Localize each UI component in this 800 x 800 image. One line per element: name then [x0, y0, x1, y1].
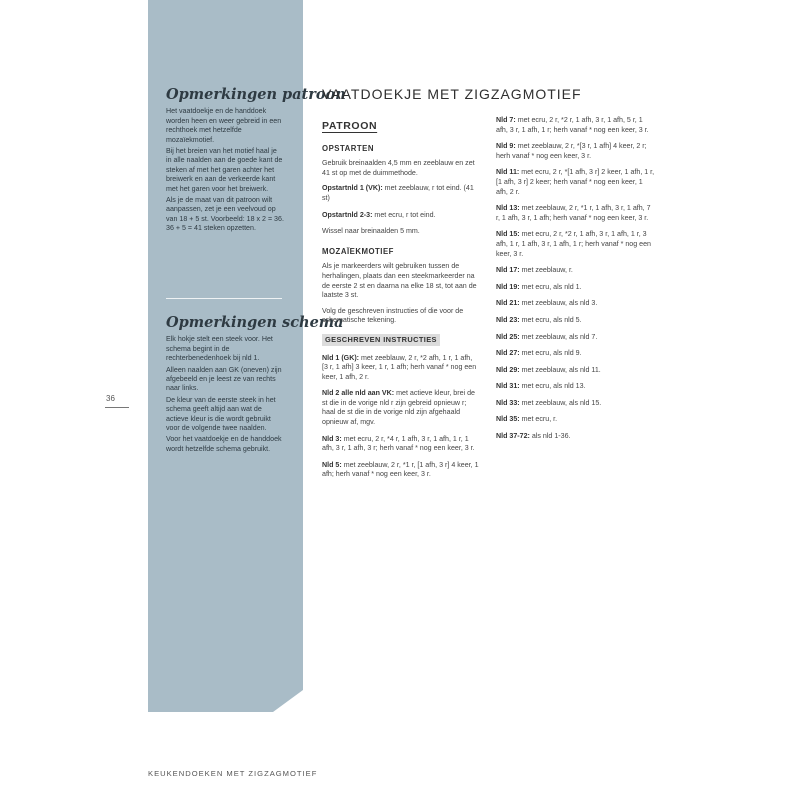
- column-right: [496, 116, 656, 449]
- row-label: Nld 25:: [496, 332, 520, 341]
- row-label: Nld 13:: [496, 204, 520, 213]
- row-label: Nld 21:: [496, 299, 520, 308]
- instruction-row: [496, 204, 656, 223]
- row-label: Nld 2 alle nld aan VK:: [322, 389, 395, 398]
- row-text: met ecru, r.: [519, 415, 558, 424]
- row-text: met ecru, 2 r, *2 r, 1 afh, 3 r, 1 afh, 5 r, 1 afh, 3 r, 1 afh, 1 r; herh vanaf * nog een keer, 3 r.: [496, 116, 649, 134]
- row-text: met zeeblauw, r tot eind. (41 st): [322, 184, 474, 202]
- page-number-rule: [105, 407, 129, 408]
- instruction-row: [496, 366, 656, 376]
- paragraph: Elk hokje stelt een steek voor. Het schema begint in de rechterbenedenhoek bij nld 1.: [166, 335, 273, 363]
- instruction-row: [496, 316, 656, 326]
- cast-on-heading: OPSTARTEN: [322, 143, 375, 153]
- row-text: met ecru, r tot eind.: [372, 210, 436, 219]
- pattern-notes: [166, 86, 346, 236]
- cast-on-outro: Wissel naar breinaalden 5 mm.: [322, 227, 420, 236]
- page-number: 36: [106, 394, 115, 403]
- row-text: met ecru, 2 r, *4 r, 1 afh, 3 r, 1 afh, 1 r, 1 afh, 3 r, 1 afh, 3 r; herh vanaf * nog een keer, 3 r.: [322, 434, 475, 453]
- row-label: Nld 27:: [496, 349, 520, 358]
- mosaic-heading: MOZAÏEKMOTIEF: [322, 246, 394, 256]
- page-title: VAATDOEKJE MET ZIGZAGMOTIEF: [322, 86, 582, 102]
- instruction-row: [496, 299, 656, 309]
- row-text: met zeeblauw, 2 r, *[3 r, 1 afh] 4 keer, 2 r; herh vanaf * nog een keer, 3 r.: [496, 142, 647, 160]
- instruction-row: [496, 230, 656, 259]
- row-label: Nld 23:: [496, 315, 520, 324]
- mosaic-body: [322, 262, 480, 326]
- row-text: met ecru, als nld 13.: [519, 382, 586, 391]
- instruction-row: [496, 349, 656, 359]
- row-text: met actieve kleur, brei de st die in de vorige nld r zijn gebreid opnieuw r; haal de st die in de vorige nld zijn afgehaald opnieuw af, mgv.: [322, 389, 475, 427]
- paragraph: Voor het vaatdoekje en de handdoek wordt hetzelfde schema gebruikt.: [166, 435, 282, 453]
- instruction-row: [496, 266, 656, 276]
- row-label: Nld 1 (GK):: [322, 353, 360, 362]
- row-label: Nld 7:: [496, 116, 516, 124]
- row-label: Nld 29:: [496, 365, 520, 374]
- instruction-row: [322, 389, 480, 427]
- running-footer: KEUKENDOEKEN MET ZIGZAGMOTIEF: [148, 769, 318, 778]
- paragraph: Volg de geschreven instructies of die voor de schematische tekening.: [322, 306, 464, 325]
- cast-on-intro: Gebruik breinaalden 4,5 mm en zeeblauw en zet 41 st op met de duimmethode.: [322, 159, 475, 177]
- column-left: [322, 118, 480, 487]
- row-label: Nld 31:: [496, 382, 520, 391]
- pattern-notes-heading: Opmerkingen patroon: [166, 86, 346, 103]
- row-text: met ecru, 2 r, *2 r, 1 afh, 3 r, 1 afh, 1 r, 3 afh, 1 r, 1 afh, 3 r, 1 afh, 1 r; herh vanaf * nog een keer, 3 r.: [496, 230, 651, 258]
- instruction-row: [322, 354, 480, 383]
- cast-on-rows: [322, 184, 480, 220]
- written-instructions-heading: GESCHREVEN INSTRUCTIES: [322, 334, 440, 346]
- paragraph: Als je de maat van dit patroon wilt aanpassen, zet je een veelvoud op van 18 + 5 st. Voorbeeld: 18 x 2 = 36. 36 + 5 = 41 steken opzetten.: [166, 196, 284, 233]
- written-rows-right: [496, 116, 656, 442]
- row-label: Nld 33:: [496, 398, 520, 407]
- row-label: Nld 11:: [496, 168, 520, 177]
- row-label: Nld 3:: [322, 434, 342, 443]
- paragraph: Het vaatdoekje en de handdoek worden heen en weer gebreid in een rechthoek met hetzelfde mozaïekmotief.: [166, 107, 282, 144]
- row-label: Nld 35:: [496, 415, 520, 424]
- row-label: Nld 17:: [496, 266, 520, 275]
- row-text: met zeeblauw, als nld 7.: [519, 332, 598, 341]
- row-text: met zeeblauw, 2 r, *1 r, 1 afh, 3 r, 1 afh, 7 r, 1 afh, 3 r, 1 afh; herh vanaf * nog een keer, 3 r.: [496, 204, 651, 222]
- chart-notes-heading: Opmerkingen schema: [166, 314, 344, 331]
- instruction-row: [322, 211, 480, 221]
- row-text: met ecru, als nld 5.: [519, 315, 582, 324]
- pattern-notes-body: [166, 107, 284, 233]
- row-text: met ecru, als nld 9.: [519, 349, 582, 358]
- instruction-row: [496, 333, 656, 343]
- paragraph: De kleur van de eerste steek in het schema geeft altijd aan wat de actieve kleur is die wordt gebruikt voor de volgende twee naalden.: [166, 395, 276, 433]
- paragraph: Bij het breien van het motief haal je in alle naalden aan de goede kant de steken af met het garen achter het breiwerk en aan de verkeerde kant met het garen voor het breiwerk.: [166, 147, 283, 193]
- instruction-row: [496, 399, 656, 409]
- row-text: met ecru, 2 r, *[1 afh, 3 r] 2 keer, 1 afh, 1 r, [1 afh, 3 r] 2 keer; herh vanaf * nog een keer, 1 afh, 2 r.: [496, 168, 655, 196]
- row-label: Nld 5:: [322, 460, 342, 469]
- row-text: met zeeblauw, als nld 15.: [519, 398, 602, 407]
- instruction-row: [322, 461, 480, 480]
- row-label: Nld 19:: [496, 282, 520, 291]
- row-label: Nld 37-72:: [496, 432, 530, 441]
- row-text: als nld 1-36.: [529, 432, 571, 441]
- instruction-row: [496, 168, 656, 197]
- instruction-row: [496, 283, 656, 293]
- paragraph: Als je markeerders wilt gebruiken tussen de herhalingen, plaats dan een steekmarkeerder na de eerste 2 st en daarna na elke 18 st, tot aan de laatste 3 st.: [322, 262, 477, 300]
- row-label: Opstartnld 1 (VK):: [322, 184, 383, 193]
- instruction-row: [496, 142, 656, 161]
- written-rows-left: [322, 354, 480, 481]
- row-label: Nld 15:: [496, 230, 520, 239]
- row-text: met zeeblauw, 2 r, *1 r, [1 afh, 3 r] 4 keer, 1 afh; herh vanaf * nog een keer, 3 r.: [322, 460, 479, 479]
- sidebar-divider: [166, 298, 282, 299]
- instruction-row: [322, 184, 480, 203]
- instruction-row: [496, 116, 656, 135]
- instruction-row: [322, 435, 480, 454]
- instruction-row: [496, 432, 656, 442]
- row-text: met ecru, als nld 1.: [519, 282, 582, 291]
- row-text: met zeeblauw, r.: [519, 266, 573, 275]
- row-text: met zeeblauw, als nld 3.: [519, 299, 598, 308]
- row-label: Nld 9:: [496, 142, 516, 151]
- chart-notes-body: [166, 335, 284, 454]
- pattern-heading: PATROON: [322, 120, 378, 132]
- row-text: met zeeblauw, 2 r, *2 afh, 1 r, 1 afh, [3 r, 1 afh] 3 keer, 1 r, 1 afh; herh vanaf * nog een keer, 1 afh, 2 r.: [322, 353, 477, 381]
- instruction-row: [496, 382, 656, 392]
- paragraph: Alleen naalden aan GK (oneven) zijn afgebeeld en je leest ze van rechts naar links.: [166, 365, 282, 393]
- instruction-row: [496, 415, 656, 425]
- row-text: met zeeblauw, als nld 11.: [519, 365, 601, 374]
- row-label: Opstartnld 2-3:: [322, 210, 373, 219]
